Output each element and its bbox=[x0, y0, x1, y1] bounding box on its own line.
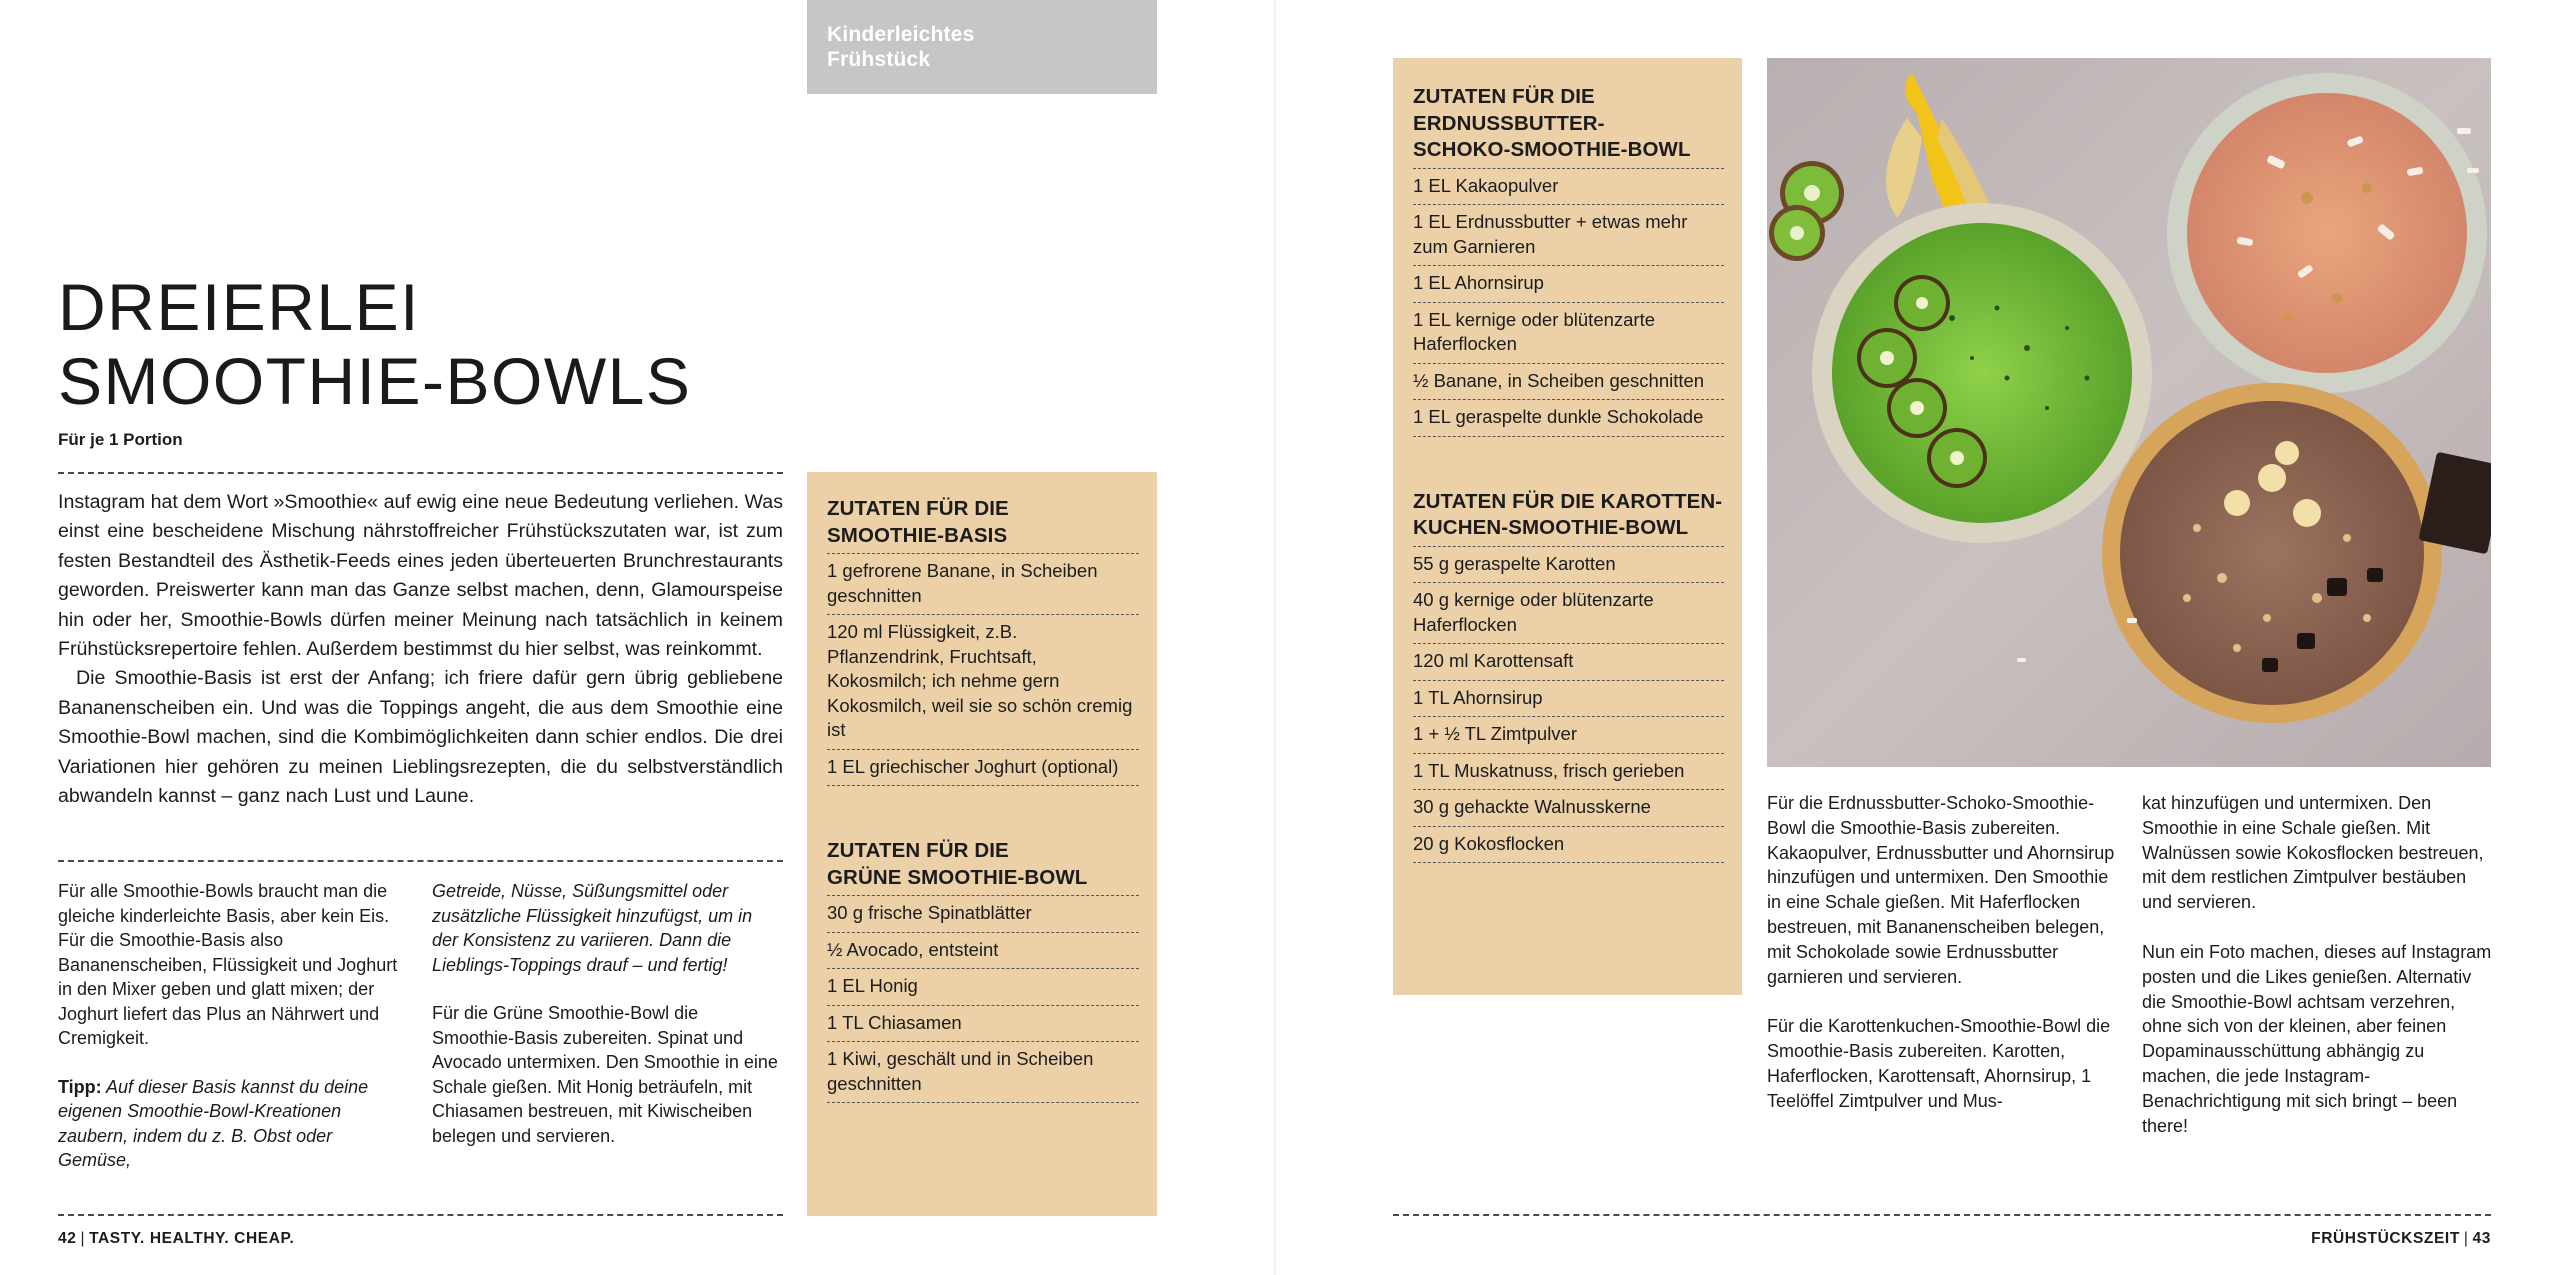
ingredient-item: 55 g geraspelte Karotten bbox=[1413, 547, 1724, 584]
ingredient-item: 1 + ½ TL Zimtpulver bbox=[1413, 717, 1724, 754]
ingredients-title-line: ZUTATEN FÜR DIE bbox=[827, 839, 1009, 862]
divider-bottom-left bbox=[58, 1214, 783, 1216]
footer-separator: | bbox=[2463, 1230, 2469, 1247]
section-tab-line-1: Kinderleichtes bbox=[827, 23, 975, 46]
section-tab-line-2: Frühstück bbox=[827, 48, 931, 71]
ingredient-item: 1 TL Muskatnuss, frisch gerieben bbox=[1413, 754, 1724, 791]
intro-paragraph-1: Instagram hat dem Wort »Smoothie« auf ewig eine neue Bedeutung verliehen. Was einst eine bescheidene Mischung nährstoffreicher Frühstückszutaten war, ist zum festen Bestandteil des Ästhetik-Feeds eines jeden überteuerten Brunchrestaurants geworden. Preiswerter kann man das Ganze selbst machen, denn, Glamourspeise hin oder her, Smoothie-Bowls dürfen meiner Meinung nach tatsächlich in keinem Frühstücksrepertoire fehlen. Außerdem bestimmst du hier selbst, was reinkommt. bbox=[58, 491, 783, 661]
ingredients-section-carrot bbox=[1413, 489, 1724, 864]
ingredients-title-line: ZUTATEN FÜR DIE bbox=[827, 497, 1009, 520]
ingredient-item: 40 g kernige oder blütenzarte Haferflocken bbox=[1413, 583, 1724, 644]
method-right-2-paragraph-1: kat hinzufügen und untermixen. Den Smoothie in eine Schale gießen. Mit Walnüssen sowie Kokosflocken bestreuen, mit dem restlichen Zimtpulver bestäuben und servieren. bbox=[2142, 793, 2484, 913]
ingredients-panel-variations bbox=[1393, 58, 1742, 995]
ingredient-item: 30 g gehackte Walnusskerne bbox=[1413, 790, 1724, 827]
ingredients-title bbox=[827, 838, 1139, 895]
ingredient-item: ½ Banane, in Scheiben geschnitten bbox=[1413, 364, 1724, 401]
ingredients-panel-basis bbox=[807, 472, 1157, 1216]
portion-info: Für je 1 Portion bbox=[58, 430, 183, 449]
method-column-middle bbox=[432, 879, 782, 1148]
method-right-2-paragraph-2: Nun ein Foto machen, dieses auf Instagram posten und die Likes genießen. Alternativ die Smoothie-Bowl achtsam verzehren, ohne sich von der kleinen, aber feinen Dopaminausschüttung abhängig zu machen, die jede Instagram-Benachrichtigung mit sich bringt – been there! bbox=[2142, 941, 2492, 1136]
method-column-left bbox=[58, 879, 398, 1173]
ingredients-title bbox=[1413, 84, 1724, 168]
ingredient-list bbox=[827, 895, 1139, 1103]
ingredient-item: 1 EL griechischer Joghurt (optional) bbox=[827, 750, 1139, 787]
ingredient-item: ½ Avocado, entsteint bbox=[827, 933, 1139, 970]
tip-paragraph bbox=[58, 1075, 398, 1173]
ingredients-title-line: SMOOTHIE-BASIS bbox=[827, 523, 1008, 547]
ingredient-item: 20 g Kokosflocken bbox=[1413, 827, 1724, 864]
page-number-left: 42 bbox=[58, 1230, 77, 1247]
ingredient-item: 1 Kiwi, geschält und in Scheiben geschnitten bbox=[827, 1042, 1139, 1103]
method-right-1-paragraph-2: Für die Karottenkuchen-Smoothie-Bowl die Smoothie-Basis zubereiten. Karotten, Haferflocken, Karottensaft, Ahornsirup, 1 Teelöffel Zimtpulver und Mus- bbox=[1767, 1016, 2111, 1111]
ingredients-title-line: ZUTATEN FÜR DIE KAROTTEN- bbox=[1413, 489, 1723, 513]
ingredient-list bbox=[827, 553, 1139, 786]
tip-label: Tipp: bbox=[58, 1076, 102, 1097]
method-column-right-1 bbox=[1767, 791, 2115, 1114]
method-left-paragraph: Für alle Smoothie-Bowls braucht man die gleiche kinderleichte Basis, aber kein Eis. Für die Smoothie-Basis also Bananenscheiben, Flüssigkeit und Joghurt in den Mixer geben und glatt mixen; der Joghurt liefert das Plus an Nährwert und Cremigkeit. bbox=[58, 881, 398, 1048]
divider-top bbox=[58, 472, 783, 474]
footer-left-text: TASTY. HEALTHY. CHEAP. bbox=[89, 1230, 295, 1247]
method-middle-paragraph-2: Für die Grüne Smoothie-Bowl die Smoothie-Basis zubereiten. Spinat und Avocado untermixen. Den Smoothie in eine Schale gießen. Mit Honig beträufeln, mit Chiasamen bestreuen, mit Kiwischeiben belegen und servieren. bbox=[432, 1003, 778, 1146]
ingredient-item: 1 TL Ahornsirup bbox=[1413, 681, 1724, 718]
ingredient-item: 1 TL Chiasamen bbox=[827, 1006, 1139, 1043]
recipe-title-line-1: DREIERLEI bbox=[58, 270, 420, 344]
ingredient-item: 1 EL Ahornsirup bbox=[1413, 266, 1724, 303]
intro-text bbox=[58, 488, 783, 811]
ingredients-title-line: GRÜNE SMOOTHIE-BOWL bbox=[827, 865, 1088, 889]
recipe-title-line-2: SMOOTHIE-BOWLS bbox=[58, 344, 692, 418]
ingredient-item: 1 EL kernige oder blütenzarte Haferflocken bbox=[1413, 303, 1724, 364]
ingredient-item: 1 gefrorene Banane, in Scheiben geschnitten bbox=[827, 554, 1139, 615]
divider-middle bbox=[58, 860, 783, 862]
ingredient-item: 120 ml Karottensaft bbox=[1413, 644, 1724, 681]
ingredient-item: 30 g frische Spinatblätter bbox=[827, 896, 1139, 933]
section-tab bbox=[807, 0, 1157, 94]
ingredients-title-line: SCHOKO-SMOOTHIE-BOWL bbox=[1413, 138, 1691, 161]
photo-illustration bbox=[1767, 58, 2491, 767]
intro-paragraph-2: Die Smoothie-Basis ist erst der Anfang; ich friere dafür gern übrig gebliebene Bananenscheiben ein. Und was die Toppings angeht, die aus dem Smoothie eine Smoothie-Bowl machen, sind die Kombimöglichkeiten dann schier endlos. Die drei Variationen hier gehören zu meinen Lieblingsrezepten, die du selbstverständlich abwandeln kannst – ganz nach Lust und Laune. bbox=[58, 667, 783, 808]
ingredients-title-line: KUCHEN-SMOOTHIE-BOWL bbox=[1413, 516, 1689, 539]
ingredients-section-peanut bbox=[1413, 84, 1724, 437]
ingredients-section-basis bbox=[827, 496, 1139, 786]
footer-separator: | bbox=[80, 1230, 86, 1247]
tip-text: Auf dieser Basis kannst du deine eigenen Smoothie-Bowl-Kreationen zaubern, indem du z. B. Obst oder Gemüse, bbox=[58, 1076, 369, 1170]
method-column-right-2 bbox=[2142, 791, 2492, 1138]
smoothie-bowls-photo bbox=[1767, 58, 2491, 767]
ingredients-title bbox=[827, 496, 1139, 553]
ingredients-section-green bbox=[827, 838, 1139, 1103]
divider-bottom-right bbox=[1393, 1214, 2491, 1216]
ingredient-item: 1 EL Honig bbox=[827, 969, 1139, 1006]
page-number-right: 43 bbox=[2472, 1230, 2491, 1247]
footer-left bbox=[58, 1230, 294, 1248]
footer-right-text: FRÜHSTÜCKSZEIT bbox=[2311, 1230, 2460, 1247]
method-right-1-paragraph-1: Für die Erdnussbutter-Schoko-Smoothie-Bowl die Smoothie-Basis zubereiten. Kakaopulver, Erdnussbutter und Ahornsirup hinzufügen und untermixen. Den Smoothie in eine Schale gießen. Mit Haferflocken bestreuen, mit Bananenscheiben belegen, mit Schokolade sowie Erdnussbutter garnieren und servieren. bbox=[1767, 793, 2115, 987]
ingredients-title-line: ZUTATEN FÜR DIE bbox=[1413, 85, 1595, 108]
method-middle-italic: Getreide, Nüsse, Süßungsmittel oder zusätzliche Flüssigkeit hinzufügst, um in der Konsistenz zu variieren. Dann die Lieblings-Toppings drauf – und fertig! bbox=[432, 881, 753, 975]
ingredients-title-line: ERDNUSSBUTTER- bbox=[1413, 111, 1605, 135]
ingredient-list bbox=[1413, 168, 1724, 437]
footer-right bbox=[2311, 1230, 2491, 1248]
page-spine bbox=[1274, 0, 1276, 1275]
ingredient-item: 1 EL Erdnussbutter + etwas mehr zum Garnieren bbox=[1413, 205, 1724, 266]
recipe-title bbox=[58, 270, 758, 418]
ingredient-item: 1 EL geraspelte dunkle Schokolade bbox=[1413, 400, 1724, 437]
ingredient-list bbox=[1413, 546, 1724, 864]
ingredients-title bbox=[1413, 489, 1724, 546]
method-middle-paragraph-1 bbox=[432, 879, 782, 977]
ingredient-item: 1 EL Kakaopulver bbox=[1413, 169, 1724, 206]
ingredient-item: 120 ml Flüssigkeit, z.B. Pflanzendrink, Fruchtsaft, Kokosmilch; ich nehme gern Kokosmilch, weil sie so schön cremig ist bbox=[827, 615, 1139, 750]
